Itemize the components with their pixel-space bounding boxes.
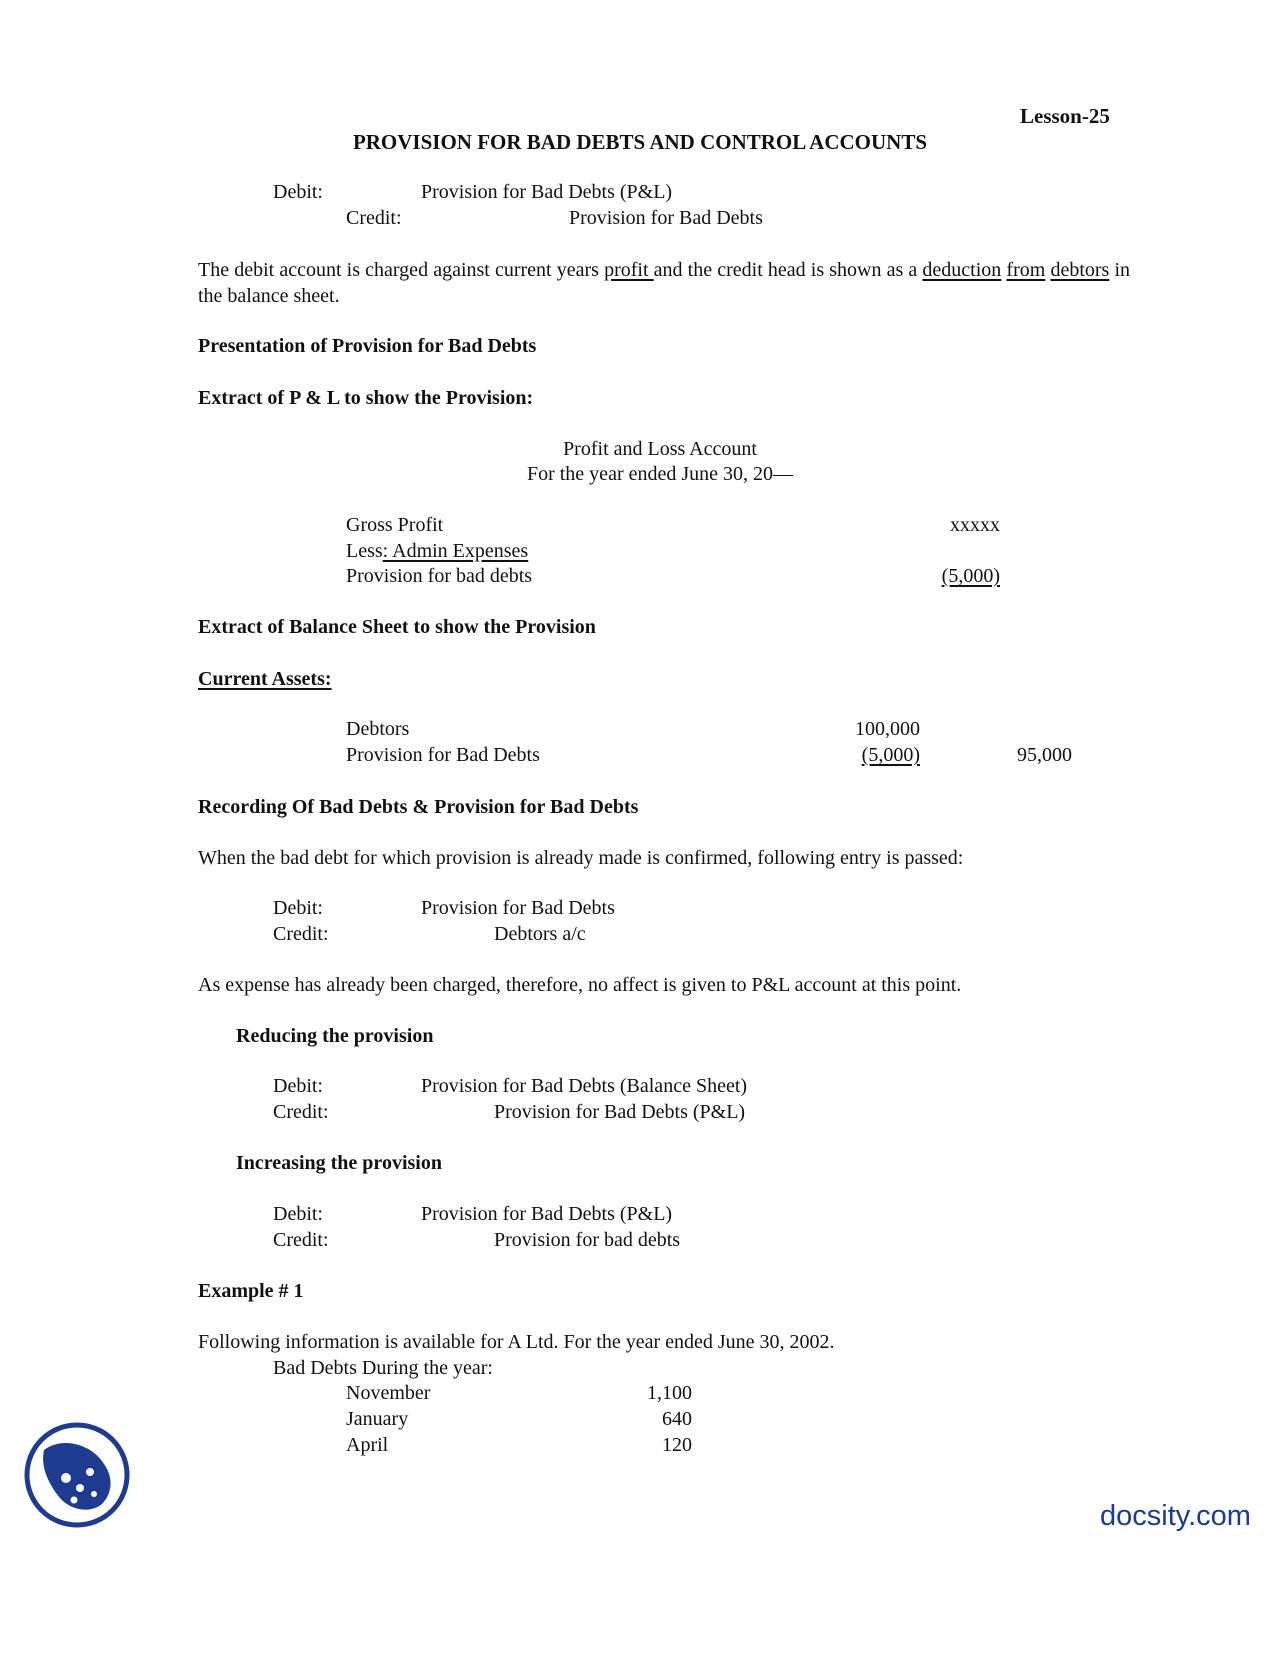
paragraph-debit-explanation [198, 257, 1130, 309]
debtors-link[interactable]: debtors [1050, 259, 1110, 281]
pl-account-title: Profit and Loss Account [563, 438, 757, 460]
increasing-credit-label: Credit: [273, 1229, 329, 1251]
increasing-debit-label: Debit: [273, 1203, 323, 1225]
deduction-link[interactable]: deduction [922, 259, 1002, 281]
reducing-debit-account: Provision for Bad Debts (Balance Sheet) [421, 1075, 748, 1097]
provision-bad-debts-value: (5,000) [941, 565, 1000, 587]
example-amount: 120 [662, 1434, 692, 1456]
page-title: PROVISION FOR BAD DEBTS AND CONTROL ACCOUNTS [352, 130, 928, 154]
debtors-value: 100,000 [855, 718, 920, 740]
heading-recording: Recording Of Bad Debts & Provision for Bad Debts [198, 796, 639, 818]
admin-expenses-label: : Admin Expenses [382, 540, 529, 562]
less-admin-expenses [346, 541, 528, 561]
current-assets-heading: Current Assets: [198, 668, 332, 690]
para1-text-2: and the credit head is shown as a [653, 259, 923, 281]
heading-reducing: Reducing the provision [236, 1025, 434, 1047]
less-prefix: Less [346, 540, 383, 562]
lesson-number: Lesson-25 [1020, 104, 1110, 128]
increasing-debit-account: Provision for Bad Debts (P&L) [421, 1203, 673, 1225]
heading-pl-extract: Extract of P & L to show the Provision: [198, 387, 534, 409]
example-month: November [346, 1382, 431, 1404]
para1-text-1: The debit account is charged against current years [198, 259, 605, 281]
entry1-credit-label: Credit: [346, 207, 402, 229]
entry1-credit-account: Provision for Bad Debts [569, 207, 763, 229]
example-month: January [346, 1408, 409, 1430]
docsity-brand-link[interactable]: docsity.com [1100, 1500, 1251, 1532]
paragraph-expense-charged: As expense has already been charged, therefore, no affect is given to P&L account at this point. [198, 974, 962, 996]
heading-increasing: Increasing the provision [236, 1152, 442, 1174]
example-month: April [346, 1434, 389, 1456]
bs-provision-label: Provision for Bad Debts [346, 744, 540, 766]
example-amount: 1,100 [647, 1382, 692, 1404]
provision-bad-debts-label: Provision for bad debts [346, 565, 533, 587]
debtors-label: Debtors [346, 718, 410, 740]
reducing-credit-account: Provision for Bad Debts (P&L) [494, 1101, 746, 1123]
increasing-credit-account: Provision for bad debts [494, 1229, 681, 1251]
reducing-debit-label: Debit: [273, 1075, 323, 1097]
pl-account-subtitle: For the year ended June 30, 20— [526, 463, 794, 485]
gross-profit-value: xxxxx [950, 514, 1000, 536]
para1-text-3: in the balance sheet. [198, 259, 1131, 307]
reducing-credit-label: Credit: [273, 1101, 329, 1123]
heading-bs-extract: Extract of Balance Sheet to show the Provision [198, 616, 596, 638]
entry1-debit-label: Debit: [273, 181, 323, 203]
entry2-debit-label: Debit: [273, 897, 323, 919]
example-amount: 640 [662, 1408, 692, 1430]
entry2-credit-account: Debtors a/c [494, 923, 586, 945]
net-debtors-value: 95,000 [1017, 744, 1072, 766]
profit-link[interactable]: profit [604, 259, 654, 281]
entry2-debit-account: Provision for Bad Debts [421, 897, 615, 919]
gross-profit-label: Gross Profit [346, 514, 444, 536]
heading-presentation: Presentation of Provision for Bad Debts [198, 335, 537, 357]
paragraph-bad-debt-confirmed: When the bad debt for which provision is already made is confirmed, following entry is passed: [198, 847, 964, 869]
example-intro: Following information is available for A Ltd. For the year ended June 30, 2002. [198, 1331, 835, 1353]
bad-debts-label: Bad Debts During the year: [273, 1357, 493, 1379]
docsity-logo-icon[interactable] [22, 1420, 132, 1530]
heading-example: Example # 1 [198, 1280, 304, 1302]
entry1-debit-account: Provision for Bad Debts (P&L) [421, 181, 673, 203]
bs-provision-value: (5,000) [861, 744, 920, 766]
entry2-credit-label: Credit: [273, 923, 329, 945]
from-link[interactable]: from [1006, 259, 1046, 281]
